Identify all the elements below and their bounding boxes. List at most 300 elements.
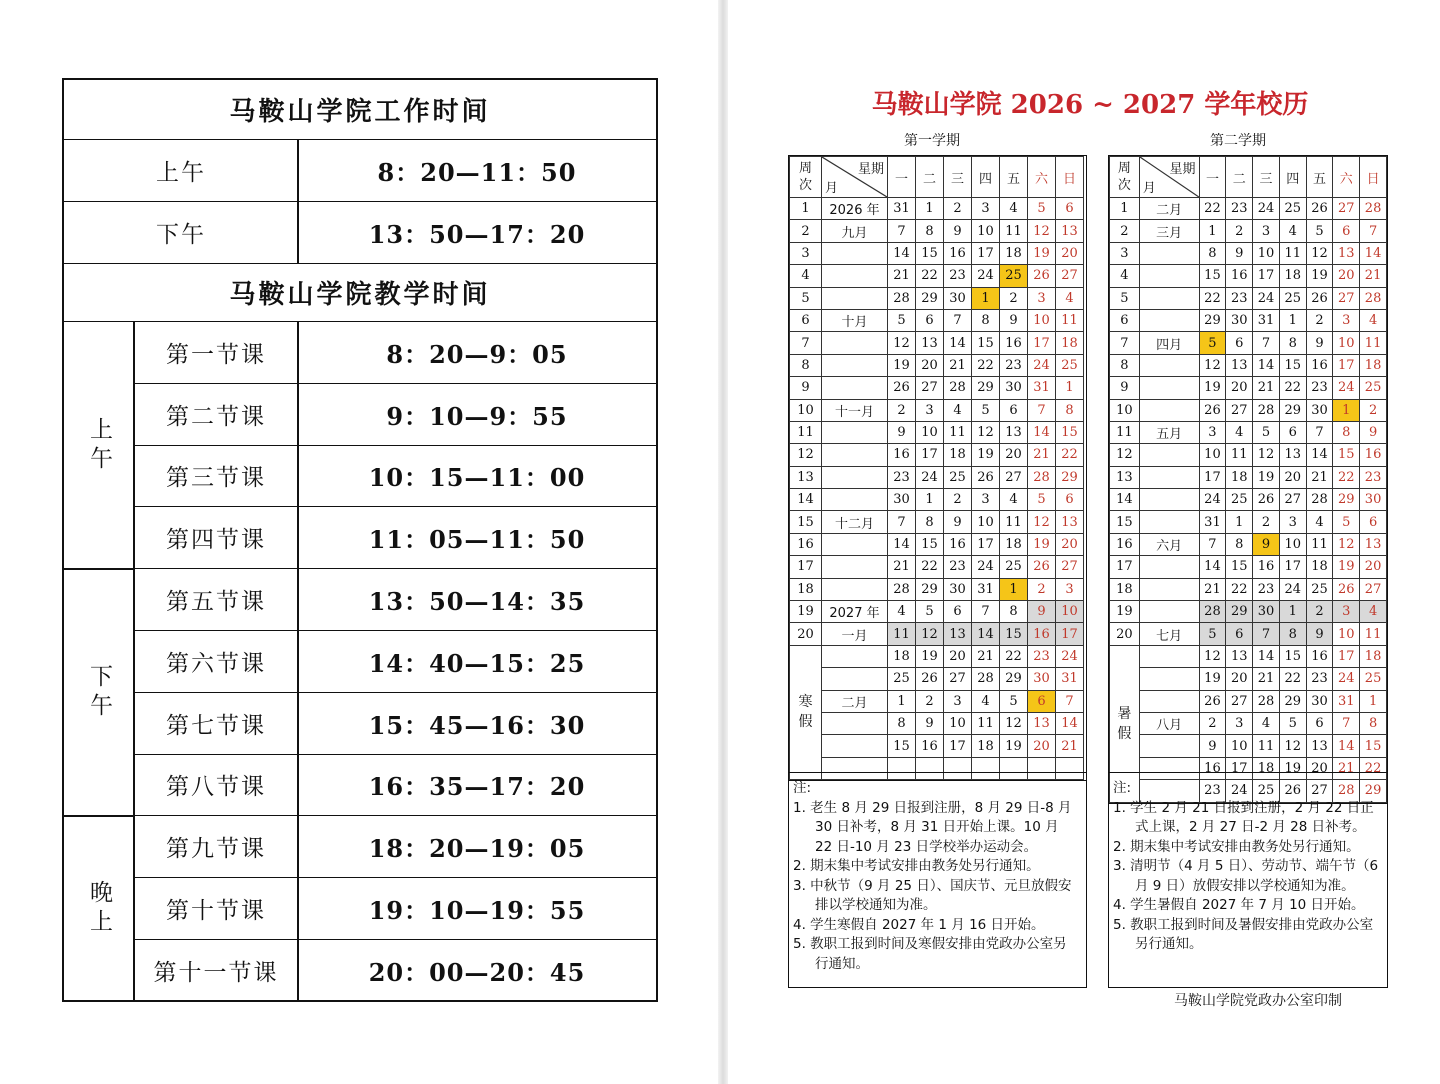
calendar-day: 8 [1199,242,1226,264]
month-label [822,645,888,667]
calendar-day: 13 [1226,645,1253,667]
calendar-day: 25 [1279,287,1306,309]
calendar-day: 11 [1056,309,1084,331]
calendar-day: 22 [1199,198,1226,220]
calendar-day: 21 [1253,377,1280,399]
calendar-day: 28 [1333,780,1360,802]
week-number: 2 [1110,220,1140,242]
class-period-row [134,631,656,693]
month-label [1139,354,1199,376]
calendar-day: 7 [888,220,916,242]
calendar-day: 17 [972,242,1000,264]
calendar-day: 13 [1056,511,1084,533]
calendar-day: 12 [916,623,944,645]
work-time-row [64,202,656,264]
calendar-day: 21 [888,265,916,287]
calendar-day: 6 [1306,712,1333,734]
calendar-day: 5 [888,309,916,331]
week-number: 4 [790,265,822,287]
calendar-day: 10 [1056,601,1084,623]
month-label [1139,399,1199,421]
month-label [822,332,888,354]
weekday-header: 一 [1199,157,1226,198]
calendar-day: 9 [944,511,972,533]
calendar-day: 3 [972,198,1000,220]
calendar-day: 22 [1000,645,1028,667]
month-label: 2026 年 [822,198,888,220]
month-label [1139,735,1199,757]
calendar-day: 26 [1028,265,1056,287]
column-divider [297,446,299,508]
note-item: 2. 期末集中考试安排由教务处另行通知。 [793,858,1040,874]
calendar-day: 16 [916,735,944,757]
week-number: 12 [790,444,822,466]
calendar-day: 24 [1056,645,1084,667]
month-label [1139,690,1199,712]
calendar-day: 20 [1226,377,1253,399]
calendar-day: 23 [888,466,916,488]
period-group-text: 晚上 [86,880,112,939]
calendar-day: 5 [1279,712,1306,734]
calendar-day: 20 [1306,757,1333,779]
calendar-day: 5 [1000,690,1028,712]
calendar-day: 3 [916,399,944,421]
calendar-day: 23 [1253,578,1280,600]
calendar-day: 5 [1199,332,1226,354]
calendar-day: 26 [1333,578,1360,600]
calendar-day: 1 [1000,578,1028,600]
calendar-day: 11 [1360,623,1387,645]
calendar-day: 23 [1360,466,1387,488]
calendar-day: 24 [972,556,1000,578]
calendar-day: 7 [1306,421,1333,443]
page-fold [718,0,728,1084]
period-group-text: 下午 [86,663,112,722]
calendar-day: 9 [1306,623,1333,645]
calendar-day: 18 [944,444,972,466]
calendar-day: 17 [1028,332,1056,354]
class-period-label: 第九节课 [166,836,266,863]
calendar-day: 22 [1333,466,1360,488]
month-label: 十二月 [822,511,888,533]
calendar-day: 17 [944,735,972,757]
calendar-day: 1 [888,690,916,712]
calendar-day: 24 [1253,198,1280,220]
weekday-header: 一 [888,157,916,198]
calendar-day: 9 [1000,309,1028,331]
calendar-day: 11 [1360,332,1387,354]
notes-title: 注: [793,780,812,796]
calendar-day: 8 [1360,712,1387,734]
calendar-day: 10 [1199,444,1226,466]
calendar-day: 15 [1000,623,1028,645]
calendar-day: 1 [972,287,1000,309]
note-item: 1. 老生 8 月 29 日报到注册，8 月 29 日-8 月 30 日补考，8 月 31 日开始上课。10 月 22 日-10 月 23 日学校举办运动会。 [793,799,1072,855]
calendar-day: 31 [1056,668,1084,690]
month-label: 十月 [822,309,888,331]
month-label [822,242,888,264]
month-label [822,354,888,376]
calendar-day: 12 [1028,220,1056,242]
calendar-day: 19 [1333,556,1360,578]
class-period-time: 19：10—19：55 [368,896,586,926]
calendar-day: 12 [1000,712,1028,734]
month-label [822,712,888,734]
calendar-day: 23 [1000,354,1028,376]
month-label [822,265,888,287]
week-header-text: 周次 [1117,161,1131,193]
calendar-day: 4 [1360,601,1387,623]
calendar-day: 14 [944,332,972,354]
weekday-header: 五 [1306,157,1333,198]
calendar-day: 15 [1199,265,1226,287]
weekday-header: 日 [1056,157,1084,198]
column-divider [297,755,299,817]
week-number: 12 [1110,444,1140,466]
calendar-day: 13 [1360,533,1387,555]
calendar-day: 5 [916,601,944,623]
calendar-day: 31 [1028,377,1056,399]
calendar-day: 23 [1306,377,1333,399]
calendar-day: 18 [1056,332,1084,354]
calendar-day: 28 [1199,601,1226,623]
column-divider [297,940,299,1002]
weekday-header: 四 [1279,157,1306,198]
period-group-label [64,569,134,816]
calendar-day: 10 [1333,623,1360,645]
vacation-label [790,645,822,779]
calendar-day: 22 [1279,668,1306,690]
calendar-day: 18 [888,645,916,667]
calendar-day: 2 [1226,220,1253,242]
calendar-day: 8 [1279,332,1306,354]
calendar-day: 23 [1306,668,1333,690]
month-label [822,578,888,600]
calendar-day: 1 [1226,511,1253,533]
week-number: 8 [790,354,822,376]
calendar-day: 29 [1056,466,1084,488]
calendar-day: 16 [1306,645,1333,667]
class-period-label: 第三节课 [166,465,266,492]
month-label [822,533,888,555]
calendar-day: 24 [1333,377,1360,399]
calendar-day: 31 [888,198,916,220]
calendar-day: 2 [1306,601,1333,623]
semester1-calendar [788,155,1087,781]
calendar-day: 26 [1199,690,1226,712]
calendar-day: 10 [972,220,1000,242]
calendar-day: 20 [1028,735,1056,757]
calendar-day: 27 [1056,556,1084,578]
class-period-row [134,569,656,631]
calendar-day: 25 [1279,198,1306,220]
calendar-day: 28 [1028,466,1056,488]
calendar-day: 12 [1279,735,1306,757]
calendar-day: 28 [944,377,972,399]
calendar-day: 19 [916,645,944,667]
calendar-day: 28 [1360,287,1387,309]
calendar-day: 4 [972,690,1000,712]
calendar-day: 13 [1306,735,1333,757]
calendar-day: 8 [916,511,944,533]
calendar-day: 16 [944,242,972,264]
calendar-day: 7 [888,511,916,533]
month-label [822,466,888,488]
calendar-day: 13 [1333,242,1360,264]
calendar-day: 9 [916,712,944,734]
calendar-title: 马鞍山学院 2026 ~ 2027 学年校历 [871,90,1309,120]
calendar-day: 11 [1226,444,1253,466]
calendar-day: 11 [1253,735,1280,757]
calendar-day: 12 [1253,444,1280,466]
calendar-day: 10 [1279,533,1306,555]
calendar-day: 6 [1226,332,1253,354]
calendar-day: 2 [944,489,972,511]
calendar-day: 18 [1360,645,1387,667]
week-number: 16 [1110,533,1140,555]
calendar-day: 22 [1279,377,1306,399]
calendar-day: 4 [1226,421,1253,443]
calendar-day: 11 [1000,511,1028,533]
calendar-day: 1 [1199,220,1226,242]
column-divider [297,569,299,631]
calendar-day: 14 [888,242,916,264]
week-number: 4 [1110,265,1140,287]
calendar-day: 16 [1253,556,1280,578]
month-header-text: 月 [825,181,839,196]
calendar-day: 27 [1226,690,1253,712]
vacation-label-text: 寒假 [798,694,813,731]
calendar-day: 27 [1279,489,1306,511]
calendar-day: 26 [972,466,1000,488]
calendar-day: 7 [1360,220,1387,242]
calendar-day: 3 [1333,601,1360,623]
class-period-time: 9：10—9：55 [386,401,568,431]
week-number: 16 [790,533,822,555]
work-time-title: 马鞍山学院工作时间 [229,97,491,127]
calendar-day: 17 [1253,265,1280,287]
calendar-day: 19 [1253,466,1280,488]
week-number: 10 [790,399,822,421]
class-period-time: 20：00—20：45 [368,958,586,988]
calendar-day: 5 [972,399,1000,421]
month-label [1139,287,1199,309]
calendar-day: 12 [1333,533,1360,555]
calendar-day: 31 [1199,511,1226,533]
calendar-day: 23 [1199,780,1226,802]
calendar-day: 28 [1306,489,1333,511]
calendar-day: 27 [944,668,972,690]
calendar-day: 25 [1000,556,1028,578]
calendar-day: 30 [944,578,972,600]
calendar-day: 13 [1000,421,1028,443]
calendar-day: 27 [916,377,944,399]
calendar-day: 29 [1226,601,1253,623]
calendar-day: 25 [888,668,916,690]
calendar-day: 6 [1333,220,1360,242]
calendar-day: 18 [972,735,1000,757]
calendar-day: 22 [916,556,944,578]
calendar-day: 28 [1360,198,1387,220]
calendar-day: 14 [1360,242,1387,264]
calendar-day: 28 [888,578,916,600]
calendar-day: 5 [1199,623,1226,645]
calendar-day: 23 [944,265,972,287]
month-label [1139,489,1199,511]
period-group-text: 上午 [86,416,112,475]
calendar-day: 2 [1199,712,1226,734]
week-number: 1 [1110,198,1140,220]
calendar-day: 4 [888,601,916,623]
calendar-day: 4 [1253,712,1280,734]
teach-time-title: 马鞍山学院教学时间 [229,280,491,310]
calendar-day: 27 [1000,466,1028,488]
calendar-day: 22 [1360,757,1387,779]
calendar-day: 19 [1199,668,1226,690]
calendar-day: 3 [1028,287,1056,309]
calendar-day: 21 [1056,735,1084,757]
calendar-day: 14 [972,623,1000,645]
class-period-label: 第一节课 [166,341,266,368]
calendar-day: 30 [1360,489,1387,511]
calendar-day: 14 [1333,735,1360,757]
month-label [1139,511,1199,533]
calendar-day: 16 [1199,757,1226,779]
calendar-day: 26 [1306,198,1333,220]
calendar-day: 7 [944,309,972,331]
calendar-day: 8 [1279,623,1306,645]
work-period-label: 下午 [156,222,206,248]
calendar-day: 29 [1279,690,1306,712]
calendar-day: 13 [1279,444,1306,466]
week-number: 7 [1110,332,1140,354]
class-period-time: 13：50—14：35 [368,587,586,617]
week-number-header [1110,157,1140,198]
vacation-label-text: 暑假 [1117,705,1132,742]
calendar-day: 9 [1226,242,1253,264]
calendar-day: 23 [1226,198,1253,220]
weekday-header: 六 [1333,157,1360,198]
calendar-day: 13 [916,332,944,354]
calendar-day: 10 [944,712,972,734]
calendar-day: 20 [1279,466,1306,488]
calendar-day: 9 [1253,533,1280,555]
calendar-day: 16 [1028,623,1056,645]
calendar-day: 23 [944,556,972,578]
class-period-label: 第七节课 [166,712,266,739]
calendar-day: 6 [916,309,944,331]
calendar-day: 11 [1279,242,1306,264]
week-number: 9 [790,377,822,399]
class-period-time: 10：15—11：00 [368,463,586,493]
calendar-day: 2 [916,690,944,712]
calendar-day: 21 [1028,444,1056,466]
calendar-day: 27 [1333,198,1360,220]
calendar-day: 4 [944,399,972,421]
week-number: 13 [1110,466,1140,488]
calendar-day: 12 [1199,354,1226,376]
month-label [1139,668,1199,690]
month-label [1139,377,1199,399]
calendar-day: 21 [1253,668,1280,690]
note-item: 5. 教职工报到时间及暑假安排由党政办公室另行通知。 [1113,916,1374,952]
calendar-day: 15 [1226,556,1253,578]
calendar-day: 24 [972,265,1000,287]
semester2-calendar [1108,155,1388,804]
month-label [822,377,888,399]
calendar-day: 19 [1000,735,1028,757]
calendar-day: 24 [1226,780,1253,802]
weekday-header: 三 [1253,157,1280,198]
calendar-day: 19 [1199,377,1226,399]
week-number: 3 [1110,242,1140,264]
calendar-day: 1 [1279,309,1306,331]
calendar-day: 1 [916,489,944,511]
calendar-day: 9 [1306,332,1333,354]
calendar-day: 14 [888,533,916,555]
calendar-day: 24 [916,466,944,488]
calendar-day: 1 [916,198,944,220]
calendar-day: 21 [1360,265,1387,287]
weekday-header: 六 [1028,157,1056,198]
month-label: 七月 [1139,623,1199,645]
work-period-time: 13：50—17：20 [368,220,586,249]
calendar-day: 3 [944,690,972,712]
week-number: 19 [1110,601,1140,623]
calendar-day: 12 [1199,645,1226,667]
month-label: 九月 [822,220,888,242]
week-number: 13 [790,466,822,488]
calendar-day: 26 [1253,489,1280,511]
calendar-day: 14 [1306,444,1333,466]
calendar-day: 14 [1253,354,1280,376]
month-label [1139,242,1199,264]
class-period-row [134,446,656,508]
teach-time-title-row [64,264,656,322]
calendar-day: 25 [1000,265,1028,287]
class-period-label: 第四节课 [166,527,266,554]
calendar-day: 2 [1360,399,1387,421]
calendar-day: 21 [972,645,1000,667]
calendar-day: 21 [944,354,972,376]
calendar-day: 29 [1360,780,1387,802]
calendar-day: 16 [1306,354,1333,376]
notes-title: 注: [1113,780,1132,796]
calendar-day: 12 [1028,511,1056,533]
period-group-label [64,816,134,1001]
month-label [822,735,888,757]
class-period-row [134,507,656,569]
calendar-day: 10 [1226,735,1253,757]
week-number: 11 [1110,421,1140,443]
calendar-day: 9 [944,220,972,242]
column-divider [297,384,299,446]
calendar-day: 19 [1028,242,1056,264]
month-label [1139,645,1199,667]
calendar-day: 30 [888,489,916,511]
calendar-day: 13 [1028,712,1056,734]
calendar-day: 11 [972,712,1000,734]
class-period-row [134,755,656,817]
calendar-day: 27 [1056,265,1084,287]
calendar-day: 2 [1028,578,1056,600]
calendar-day: 18 [1000,242,1028,264]
calendar-day: 19 [1279,757,1306,779]
calendar-day: 8 [1333,421,1360,443]
calendar-day: 29 [1199,309,1226,331]
calendar-day: 14 [1253,645,1280,667]
calendar-day: 26 [1306,287,1333,309]
